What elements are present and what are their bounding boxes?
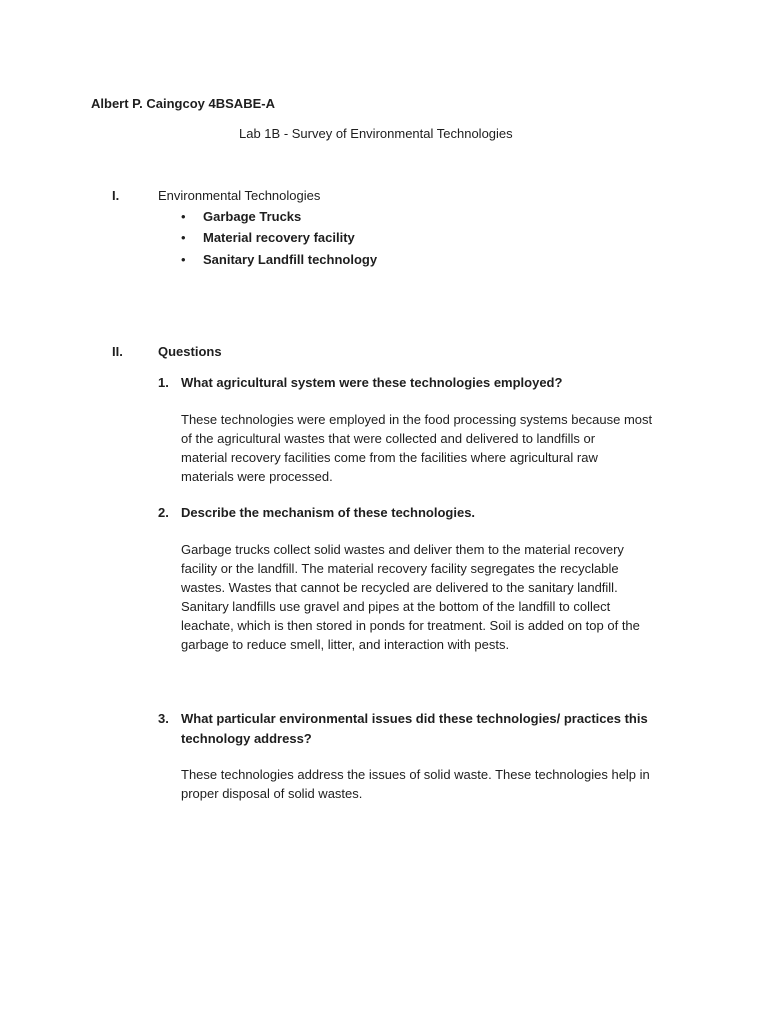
- bullet-icon: •: [181, 230, 186, 245]
- author-line: Albert P. Caingcoy 4BSABE-A: [91, 96, 275, 111]
- answer-line: leachate, which is then stored in ponds for treatment. Soil is added on top of the: [181, 618, 640, 633]
- question-3-text-line: What particular environmental issues did these technologies/ practices this: [181, 711, 648, 726]
- answer-line: material recovery facilities come from the facilities where agricultural raw: [181, 450, 598, 465]
- bullet-icon: •: [181, 252, 186, 267]
- answer-line: These technologies address the issues of solid waste. These technologies help in: [181, 767, 650, 782]
- technology-item: Sanitary Landfill technology: [203, 252, 378, 267]
- section-1-heading: Environmental Technologies: [158, 188, 321, 203]
- question-2-number: 2.: [158, 505, 169, 520]
- question-3-number: 3.: [158, 711, 169, 726]
- answer-line: wastes. Wastes that cannot be recycled are delivered to the sanitary landfill.: [181, 580, 618, 595]
- answer-2: [181, 540, 681, 654]
- answer-line: facility or the landfill. The material recovery facility segregates the recyclable: [181, 561, 619, 576]
- answer-1: [181, 410, 681, 486]
- technology-item: Garbage Trucks: [203, 209, 302, 224]
- technology-item: Material recovery facility: [203, 230, 355, 245]
- question-1-number: 1.: [158, 375, 169, 390]
- answer-line: Garbage trucks collect solid wastes and deliver them to the material recovery: [181, 542, 624, 557]
- answer-line: Sanitary landfills use gravel and pipes at the bottom of the landfill to collect: [181, 599, 611, 614]
- answer-line: garbage to reduce smell, litter, and interaction with pests.: [181, 637, 510, 652]
- bullet-icon: •: [181, 209, 186, 224]
- answer-3: [181, 765, 681, 803]
- answer-line: proper disposal of solid wastes.: [181, 786, 363, 801]
- question-3-text-line: technology address?: [181, 731, 312, 746]
- question-1-text: What agricultural system were these technologies employed?: [181, 375, 563, 390]
- section-2-numeral: II.: [112, 344, 123, 359]
- answer-line: These technologies were employed in the food processing systems because most: [181, 412, 653, 427]
- answer-line: materials were processed.: [181, 469, 333, 484]
- section-2-heading: Questions: [158, 344, 222, 359]
- answer-line: of the agricultural wastes that were collected and delivered to landfills or: [181, 431, 596, 446]
- document-title: Lab 1B - Survey of Environmental Technologies: [239, 126, 513, 141]
- section-1-numeral: I.: [112, 188, 120, 203]
- question-2-text: Describe the mechanism of these technologies.: [181, 505, 476, 520]
